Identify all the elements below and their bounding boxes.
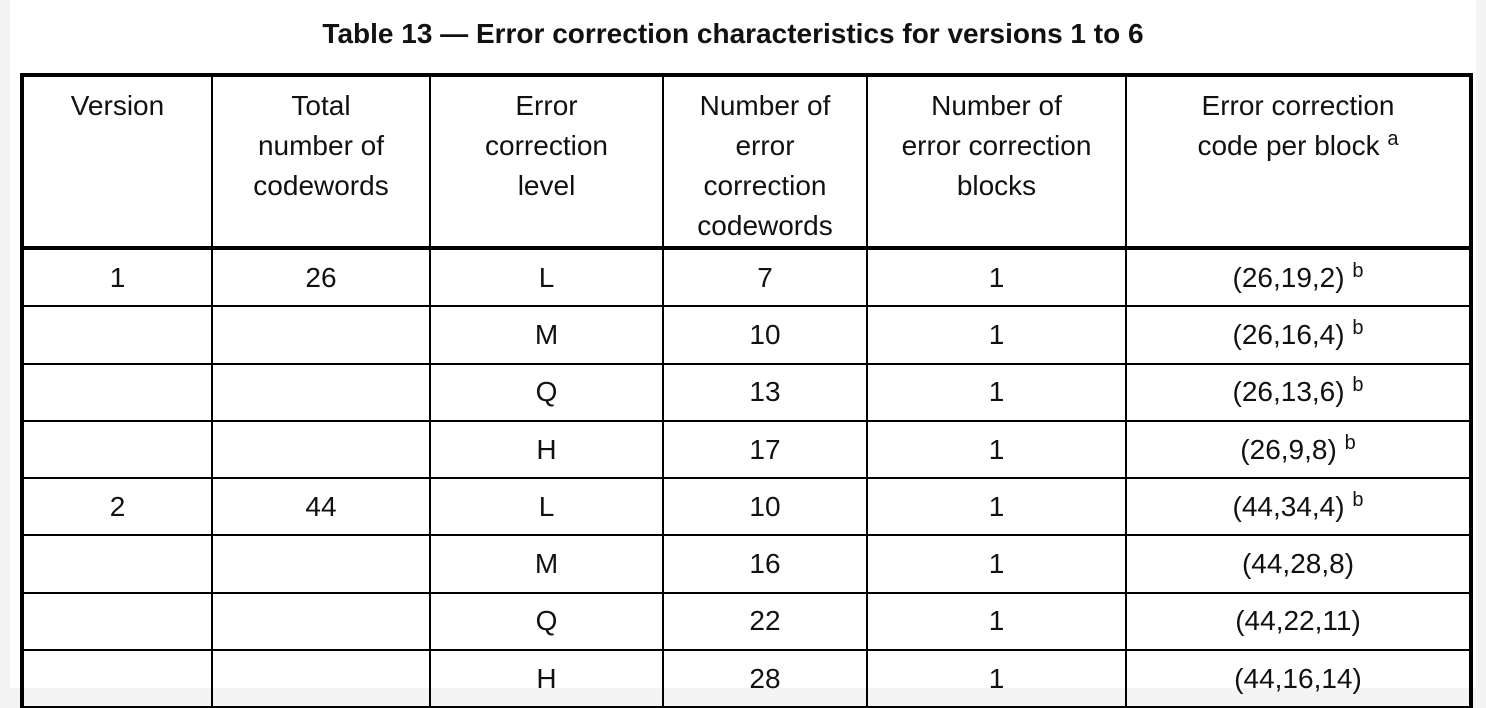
cell-total-codewords [212,593,430,650]
table-body [22,248,1471,707]
table-row [22,478,1471,535]
cell-ec-level: H [430,650,663,707]
cell-ec-codewords: 13 [663,364,867,421]
code-value: (26,9,8) [1240,433,1337,465]
cell-ec-code [1126,306,1471,363]
header-ec-level: Error correction level [430,75,663,248]
cell-ec-code [1126,478,1471,535]
footnote-marker: b [1352,374,1364,397]
cell-total-codewords [212,421,430,478]
table-row [22,535,1471,592]
cell-version: 1 [22,248,212,306]
cell-ec-level: M [430,535,663,592]
code-value: (26,13,6) [1232,376,1345,408]
cell-ec-code [1126,248,1471,306]
code-value: (44,22,11) [1235,605,1361,637]
cell-ec-blocks: 1 [867,650,1126,707]
cell-ec-codewords: 17 [663,421,867,478]
table-row [22,650,1471,707]
code-value: (26,16,4) [1232,318,1345,350]
cell-ec-code [1126,535,1471,592]
cell-ec-blocks: 1 [867,478,1126,535]
cell-version [22,593,212,650]
table-title: Table 13 — Error correction characteristics for versions 1 to 6 [322,18,1144,49]
cell-ec-level: Q [430,364,663,421]
cell-version: 2 [22,478,212,535]
cell-total-codewords [212,535,430,592]
table-row [22,248,1471,306]
cell-ec-codewords: 22 [663,593,867,650]
cell-version [22,421,212,478]
header-ec-code-per-block: Error correction code per block $^a$ [1126,75,1471,248]
header-total-codewords: Total number of codewords [212,75,430,248]
code-value: (44,34,4) [1232,490,1345,522]
code-value: (44,16,14) [1234,662,1362,694]
cell-ec-codewords: 28 [663,650,867,707]
header-row [22,75,1471,248]
cell-version [22,535,212,592]
cell-ec-level: L [430,248,663,306]
code-value: (44,28,8) [1241,548,1355,580]
footnote-marker: b [1344,431,1356,454]
cell-ec-code [1126,421,1471,478]
cell-total-codewords [212,364,430,421]
cell-ec-blocks: 1 [867,593,1126,650]
header-ec-codewords: Number of error correction codewords [663,75,867,248]
table-row [22,306,1471,363]
cell-ec-code [1126,650,1471,707]
cell-version [22,364,212,421]
cell-total-codewords [212,650,430,707]
header-ec-blocks: Number of error correction blocks [867,75,1126,248]
cell-ec-level: M [430,306,663,363]
cell-ec-blocks: 1 [867,306,1126,363]
cell-ec-codewords: 7 [663,248,867,306]
cell-ec-codewords: 10 [663,306,867,363]
cell-ec-code [1126,593,1471,650]
table-row [22,593,1471,650]
cell-ec-level: Q [430,593,663,650]
error-correction-table [20,73,1473,708]
footnote-marker: a [1387,128,1399,150]
table-row [22,364,1471,421]
table-row [22,421,1471,478]
cell-ec-blocks: 1 [867,535,1126,592]
cell-ec-blocks: 1 [867,421,1126,478]
code-value: (26,19,2) [1232,261,1345,293]
cell-total-codewords: 26 [212,248,430,306]
cell-ec-codewords: 16 [663,535,867,592]
cell-ec-level: L [430,478,663,535]
cell-total-codewords: 44 [212,478,430,535]
footnote-marker: b [1352,316,1364,339]
footnote-marker: b [1352,259,1364,282]
cell-total-codewords [212,306,430,363]
cell-ec-codewords: 10 [663,478,867,535]
cell-ec-code [1126,364,1471,421]
cell-version [22,306,212,363]
cell-ec-blocks: 1 [867,364,1126,421]
cell-ec-level: H [430,421,663,478]
footnote-marker: b [1352,488,1364,511]
cell-version [22,650,212,707]
cell-ec-blocks: 1 [867,248,1126,306]
header-version: Version [22,75,212,248]
